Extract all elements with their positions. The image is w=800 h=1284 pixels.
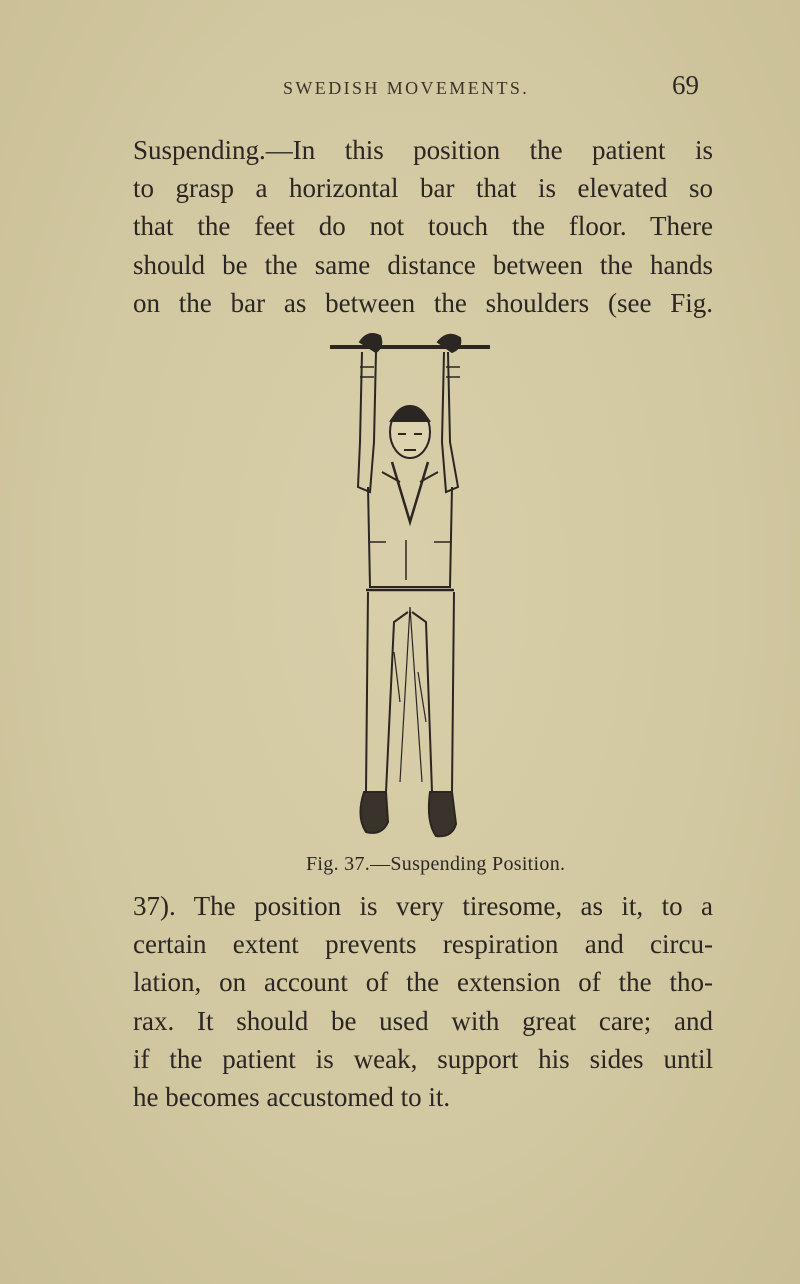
page-number: 69 [672,70,699,100]
text-line: on the bar as between the shoulders (see Fig. [133,287,713,318]
text-line: that the feet do not touch the floor. There [133,211,713,242]
text-line: lation, on account of the extension of the tho- [133,967,713,998]
left-arm [358,352,376,492]
left-hand [360,334,381,352]
right-leg [412,592,454,792]
text-line: Suspending.—In this position the patient is [133,135,713,165]
paragraph-suspending [133,131,713,322]
suspending-figure-illustration [330,322,490,852]
paragraph-continuation [133,887,713,1116]
text-line: to grasp a horizontal bar that is elevated so [133,173,713,204]
text-line: he becomes accustomed to it. [133,1082,451,1113]
figure-caption: Fig. 37.—Suspending Position. [306,853,566,875]
text-line: should be the same distance between the hands [133,249,713,280]
text-line: certain extent prevents respiration and circu- [133,929,713,960]
right-arm [442,352,458,492]
text-line: 37). The position is very tiresome, as it, to a [133,891,713,921]
left-foot [360,792,388,833]
text-line: if the patient is weak, support his sides until [133,1043,713,1074]
running-head: SWEDISH MOVEMENTS. [283,78,530,98]
text-line: rax. It should be used with great care; and [133,1005,713,1036]
torso [368,487,452,587]
right-foot [429,792,456,836]
right-hand [438,335,460,352]
